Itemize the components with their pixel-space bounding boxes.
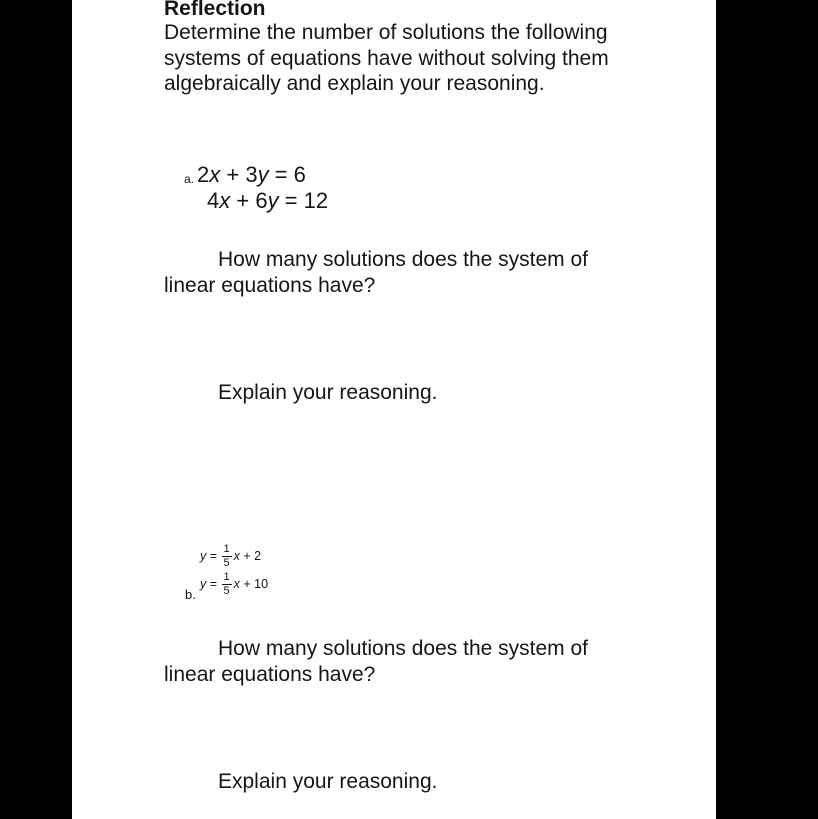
part-a-equation-1: [197, 162, 328, 188]
right-black-bar: [716, 0, 818, 819]
math-variable: x: [209, 162, 221, 187]
math-text: 2: [197, 162, 210, 187]
fraction-denominator: 5: [223, 585, 230, 598]
math-text: =: [206, 549, 221, 563]
math-text: = 6: [268, 162, 306, 187]
part-b-equation-2: [200, 572, 268, 596]
page-title: Reflection: [164, 0, 266, 20]
part-b-question-line-1: How many solutions does the system of: [218, 637, 589, 660]
intro-paragraph: [164, 20, 609, 97]
fraction-denominator: 5: [223, 557, 230, 570]
part-a-label: a.: [184, 172, 195, 186]
part-b-system: [200, 544, 268, 600]
part-a-question-line-1: How many solutions does the system of: [218, 248, 589, 271]
math-variable: y: [257, 162, 269, 187]
fraction-numerator: 1: [223, 571, 230, 584]
math-text: + 2: [239, 549, 262, 563]
math-variable: x: [233, 577, 240, 591]
part-a-system: [197, 162, 328, 213]
fraction: [222, 572, 232, 597]
math-variable: y: [200, 549, 207, 563]
math-text: =: [206, 577, 221, 591]
math-text: + 3: [220, 162, 258, 187]
part-a-question-line-2: linear equations have?: [164, 273, 376, 297]
worksheet-page: [72, 0, 716, 819]
math-text: = 12: [278, 187, 329, 213]
part-a-explain-prompt: Explain your reasoning.: [218, 381, 438, 404]
part-a-equation-2: [207, 188, 328, 214]
math-text: + 6: [230, 187, 268, 213]
math-variable: x: [219, 187, 231, 213]
fraction-numerator: 1: [223, 543, 230, 556]
part-b-question-line-2: linear equations have?: [164, 662, 376, 686]
math-variable: x: [233, 549, 240, 563]
part-a-question: [164, 247, 588, 298]
math-variable: y: [267, 187, 279, 213]
math-text: + 10: [239, 577, 269, 591]
part-b-question: [164, 636, 588, 687]
intro-line-3: algebraically and explain your reasoning.: [164, 72, 545, 95]
math-text: 4: [207, 187, 220, 213]
fraction: [222, 544, 232, 569]
left-black-bar: [0, 0, 72, 819]
part-b-equation-1: [200, 544, 268, 568]
math-variable: y: [200, 577, 207, 591]
part-b-explain-prompt: Explain your reasoning.: [218, 770, 438, 793]
intro-line-2: systems of equations have without solving them: [164, 46, 609, 70]
part-b-label: b.: [185, 587, 196, 602]
intro-line-1: Determine the number of solutions the following: [164, 21, 608, 44]
